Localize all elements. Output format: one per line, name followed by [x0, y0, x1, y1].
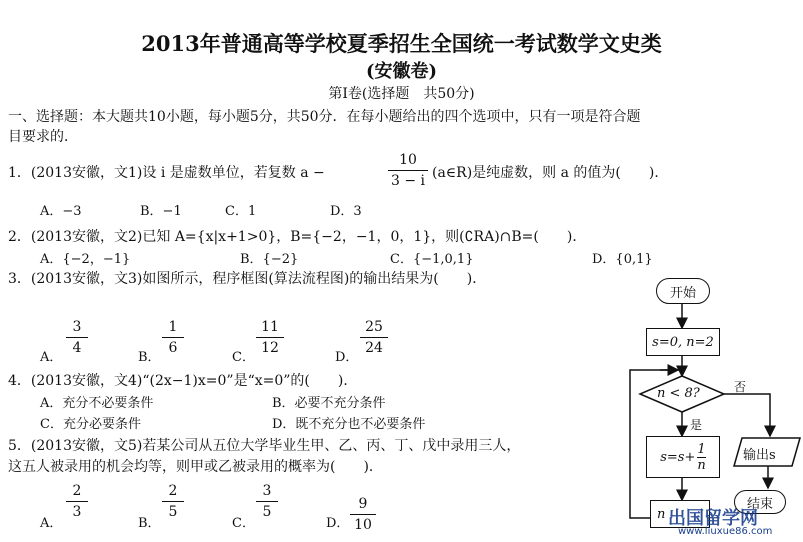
- section-heading: 第Ⅰ卷(选择题 共50分): [328, 86, 475, 102]
- q3-a-num: 3: [72, 319, 82, 335]
- flowchart-update-lhs: s=s+: [660, 449, 696, 465]
- q1-frac-den: 3 − i: [390, 173, 425, 189]
- q5-option-d-label[interactable]: D．: [326, 516, 350, 531]
- q1-suffix: (a∈R)是纯虚数，则 a 的值为( )．: [432, 165, 669, 181]
- q5-option-b-frac[interactable]: [162, 482, 184, 521]
- q5-d-den: 10: [354, 517, 372, 533]
- q5-option-c-frac[interactable]: [256, 482, 278, 521]
- q3-c-num: 11: [261, 319, 279, 335]
- q5-text-line-1: 5．(2013安徽，文5)若某公司从五位大学毕业生甲、乙、丙、丁、戊中录用三人，: [8, 438, 521, 454]
- q3-d-den: 24: [365, 340, 383, 356]
- q5-c-num: 3: [262, 483, 272, 499]
- q4-option-b[interactable]: B．必要不充分条件: [272, 396, 386, 411]
- q5-option-a-frac[interactable]: [66, 482, 88, 521]
- page-subtitle: (安徽卷): [365, 61, 438, 82]
- flowchart-no-label: 否: [734, 380, 747, 394]
- flowchart-end: 结束: [734, 490, 786, 514]
- q2-text: 2．(2013安徽，文2)已知 A={x|x+1>0}，B={−2，−1，0，1}，则(∁RA)∩B=( )．: [8, 229, 587, 245]
- q3-option-b-frac[interactable]: [162, 318, 184, 357]
- q3-text: 3．(2013安徽，文3)如图所示，程序框图(算法流程图)的输出结果为( )．: [8, 271, 487, 287]
- flowchart-update-den: n: [697, 457, 706, 473]
- page-title: 2013年普通高等学校夏季招生全国统一考试数学文史类: [141, 31, 662, 56]
- watermark-url: www.liuxue86.com: [678, 526, 773, 537]
- q3-b-num: 1: [168, 319, 178, 335]
- q3-a-den: 4: [72, 340, 82, 356]
- q5-b-num: 2: [168, 483, 178, 499]
- q5-option-d-frac[interactable]: [350, 495, 376, 534]
- q3-option-c-label[interactable]: C．: [232, 350, 255, 365]
- q1-frac-num: 10: [399, 152, 417, 168]
- q4-text: 4．(2013安徽，文4)“(2x−1)x=0”是“x=0”的( )．: [8, 373, 358, 389]
- q2-option-b[interactable]: B．{−2}: [240, 252, 299, 267]
- instructions-line-2: 目要求的．: [8, 129, 78, 145]
- instructions-line-1: 一、选择题：本大题共10小题，每小题5分，共50分．在每小题给出的四个选项中，只有一项是符合题: [8, 109, 641, 125]
- q1-option-b[interactable]: B．−1: [140, 204, 182, 219]
- q5-d-num: 9: [358, 496, 368, 512]
- q4-option-a[interactable]: A．充分不必要条件: [40, 396, 154, 411]
- flowchart-update-num: 1: [697, 441, 706, 457]
- q5-a-num: 2: [72, 483, 82, 499]
- q1-option-d[interactable]: D．3: [330, 204, 362, 219]
- flowchart-init: s=0, n=2: [646, 328, 720, 356]
- q3-b-den: 6: [168, 340, 178, 356]
- q5-b-den: 5: [168, 504, 178, 520]
- q4-option-c[interactable]: C．充分必要条件: [40, 417, 141, 432]
- flowchart-update: [646, 436, 720, 478]
- q5-option-b-label[interactable]: B．: [138, 516, 161, 531]
- q1-prefix: 1．(2013安徽，文1)设 i 是虚数单位，若复数 a −: [8, 165, 325, 181]
- flowchart-output: 输出s: [743, 448, 776, 463]
- q3-c-den: 12: [261, 340, 279, 356]
- q3-option-d-frac[interactable]: [360, 318, 388, 357]
- q5-a-den: 3: [72, 504, 82, 520]
- q5-option-c-label[interactable]: C．: [232, 516, 255, 531]
- flowchart-yes-label: 是: [690, 418, 703, 432]
- q3-option-a-frac[interactable]: [66, 318, 88, 357]
- flowchart-start: 开始: [656, 278, 710, 304]
- q4-option-d[interactable]: D．既不充分也不必要条件: [272, 417, 426, 432]
- q5-text-line-2: 这五人被录用的机会均等，则甲或乙被录用的概率为( )．: [8, 459, 383, 475]
- q3-d-num: 25: [365, 319, 383, 335]
- q2-option-a[interactable]: A．{−2，−1}: [40, 252, 131, 267]
- q1-option-c[interactable]: C．1: [225, 204, 257, 219]
- q3-option-c-frac[interactable]: [256, 318, 284, 357]
- q3-option-d-label[interactable]: D．: [335, 350, 359, 365]
- q5-option-a-label[interactable]: A．: [40, 516, 63, 531]
- q3-option-a-label[interactable]: A．: [40, 350, 63, 365]
- q1-option-a[interactable]: A．−3: [40, 204, 82, 219]
- flowchart-update-frac: [697, 442, 705, 473]
- q3-option-b-label[interactable]: B．: [138, 350, 161, 365]
- q5-c-den: 5: [262, 504, 272, 520]
- q2-option-c[interactable]: C．{−1,0,1}: [390, 252, 474, 267]
- q2-option-d[interactable]: D．{0,1}: [592, 252, 653, 267]
- flowchart-n-update: n: [650, 500, 710, 528]
- watermark-logo: 出国留学网: [668, 508, 758, 529]
- q1-fraction: [388, 151, 428, 190]
- flowchart-condition: n < 8?: [657, 386, 700, 401]
